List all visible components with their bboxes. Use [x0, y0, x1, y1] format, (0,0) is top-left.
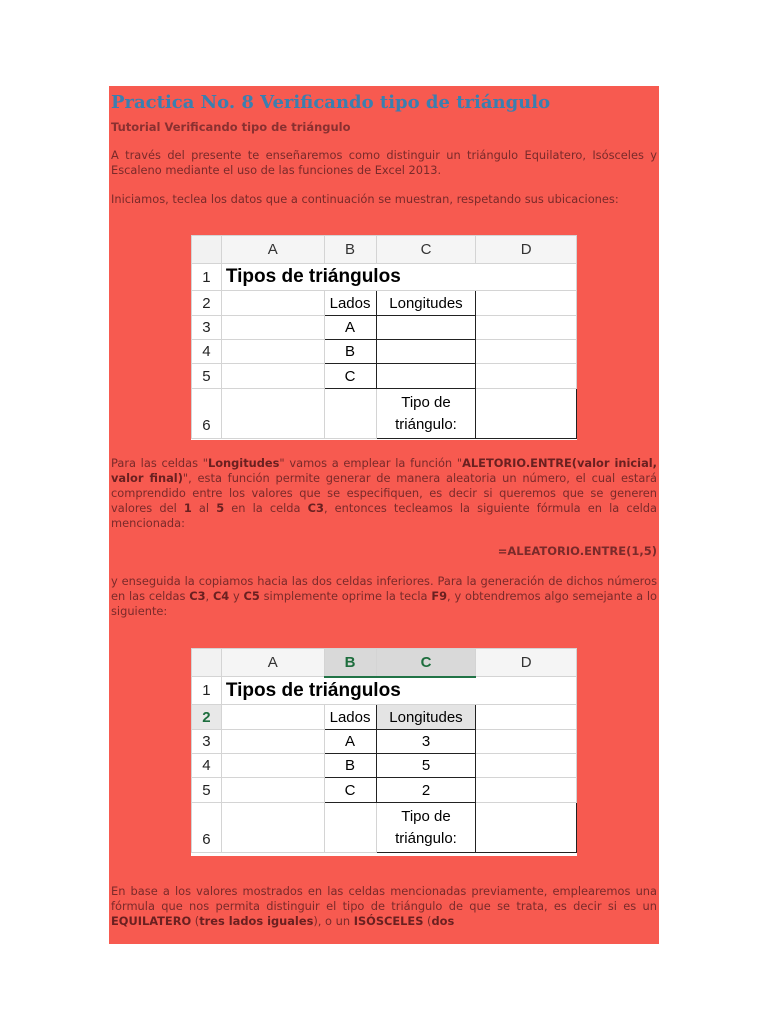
empty-cell: [476, 730, 577, 754]
text-run: , entonces tecleamos la siguiente fórmula en la celda mencionada:: [111, 501, 657, 530]
empty-cell: [221, 316, 324, 340]
bold-run: tres lados iguales: [199, 914, 314, 928]
lado-cell: C: [324, 778, 376, 803]
row-header: 4: [192, 754, 222, 778]
empty-cell: [221, 364, 324, 389]
text-run: en la celda: [224, 501, 308, 515]
text-run: En base a los valores mostrados en las celdas mencionadas previamente, emplearemos una fórmula que nos permita distinguir el tipo de triángulo de que se trata, es decir si es un: [111, 884, 657, 913]
empty-cell: [221, 291, 324, 316]
empty-cell: [221, 340, 324, 364]
text-run: (: [423, 914, 432, 928]
column-header: A: [221, 649, 324, 677]
row-header: 1: [192, 264, 222, 291]
corner-cell: [192, 236, 222, 264]
row-header: 6: [192, 389, 222, 439]
bold-run: C4: [212, 589, 230, 603]
text-run: " vamos a emplear la función ": [279, 456, 463, 470]
empty-cell: [476, 778, 577, 803]
lado-cell: B: [324, 754, 376, 778]
text-run: al: [191, 501, 217, 515]
longitud-cell: 3: [376, 730, 476, 754]
column-header: D: [476, 236, 577, 264]
tipo-result-cell: [476, 389, 577, 439]
row-header: 3: [192, 316, 222, 340]
text-run: Para las celdas ": [111, 456, 208, 470]
tipo-result-cell: [476, 803, 577, 853]
header-cell-lados: Lados: [324, 705, 376, 730]
empty-cell: [476, 264, 577, 291]
empty-cell: [476, 316, 577, 340]
bold-run: 1: [183, 501, 192, 515]
empty-cell: [476, 364, 577, 389]
bold-run: EQUILATERO: [111, 914, 192, 928]
spreadsheet-image-2: [191, 648, 577, 856]
lado-cell: C: [324, 364, 376, 389]
row-header: 2: [192, 291, 222, 316]
empty-cell: [324, 389, 376, 439]
page-subtitle: Tutorial Verificando tipo de triángulo: [111, 120, 351, 134]
empty-cell: [476, 754, 577, 778]
empty-cell: [221, 705, 324, 730]
longitud-cell: 2: [376, 778, 476, 803]
longitud-cell: [376, 340, 476, 364]
page-title: Practica No. 8 Verificando tipo de triángulo: [111, 92, 551, 113]
formula-text: =ALEATORIO.ENTRE(1,5): [497, 544, 657, 558]
bold-run: Longitudes: [207, 456, 280, 470]
bold-run: C5: [243, 589, 260, 603]
row-header: 5: [192, 364, 222, 389]
lado-cell: A: [324, 730, 376, 754]
bold-run: F9: [431, 589, 448, 603]
bold-run: ISÓSCELES: [353, 914, 424, 928]
corner-cell: [192, 649, 222, 677]
column-header-selected: B: [324, 649, 376, 677]
bold-run: dos: [431, 914, 455, 928]
row-header: 3: [192, 730, 222, 754]
row-header: 6: [192, 803, 222, 853]
empty-cell: [221, 803, 324, 853]
longitud-cell: [376, 364, 476, 389]
empty-cell: [476, 705, 577, 730]
tipo-label-cell: Tipo de triángulo:: [376, 803, 476, 853]
empty-cell: [476, 291, 577, 316]
text-run: y enseguida la copiamos hacia las dos celdas inferiores. Para la generación de dichos números en las celdas: [111, 574, 657, 603]
text-run: ", esta función permite generar de manera aleatoria un número, el cual estará comprendido entre los valores que se especifiquen, es decir si queremos que se generen valores del: [111, 471, 658, 515]
sheet-title-cell: Tipos de triángulos: [221, 264, 476, 291]
header-cell-longitudes: Longitudes: [376, 705, 476, 730]
closing-paragraph: [111, 884, 657, 929]
intro-paragraph: A través del presente te enseñaremos como distinguir un triángulo Equilatero, Isósceles y Escaleno mediante el uso de las funciones de Excel 2013.: [111, 148, 657, 177]
f9-paragraph: [111, 574, 657, 619]
row-header-selected: 2: [192, 705, 222, 730]
text-run: , y obtendremos algo semejante a lo siguiente:: [111, 589, 657, 618]
text-run: (: [191, 914, 200, 928]
row-header: 4: [192, 340, 222, 364]
longitud-cell: 5: [376, 754, 476, 778]
empty-cell: [324, 803, 376, 853]
bold-run: C3: [307, 501, 324, 515]
row-header: 5: [192, 778, 222, 803]
bold-run: ALETORIO.ENTRE(valor inicial, valor final): [111, 456, 657, 485]
empty-cell: [476, 677, 577, 705]
bold-run: 5: [216, 501, 225, 515]
instructions-paragraph: Iniciamos, teclea los datos que a continuación se muestran, respetando sus ubicaciones:: [111, 192, 619, 206]
sheet-title-cell: Tipos de triángulos: [221, 677, 476, 705]
longitud-cell: [376, 316, 476, 340]
empty-cell: [221, 389, 324, 439]
text-run: y: [229, 589, 244, 603]
empty-cell: [221, 778, 324, 803]
lado-cell: B: [324, 340, 376, 364]
bold-run: C3: [189, 589, 206, 603]
empty-cell: [221, 730, 324, 754]
document-page: [109, 86, 659, 944]
empty-cell: [221, 754, 324, 778]
spreadsheet-grid-1: [191, 235, 577, 439]
column-header: C: [376, 236, 476, 264]
column-header: A: [221, 236, 324, 264]
spreadsheet-grid-2: [191, 648, 577, 853]
lado-cell: A: [324, 316, 376, 340]
text-run: ,: [205, 589, 213, 603]
text-run: simplemente oprime la tecla: [259, 589, 432, 603]
column-header: B: [324, 236, 376, 264]
row-header: 1: [192, 677, 222, 705]
column-header-selected: C: [376, 649, 476, 677]
formula-paragraph: [111, 456, 657, 531]
empty-cell: [476, 340, 577, 364]
header-cell-lados: Lados: [324, 291, 376, 316]
column-header: D: [476, 649, 577, 677]
spreadsheet-image-1: [191, 235, 577, 440]
tipo-label-cell: Tipo de triángulo:: [376, 389, 476, 439]
text-run: ), o un: [313, 914, 354, 928]
header-cell-longitudes: Longitudes: [376, 291, 476, 316]
